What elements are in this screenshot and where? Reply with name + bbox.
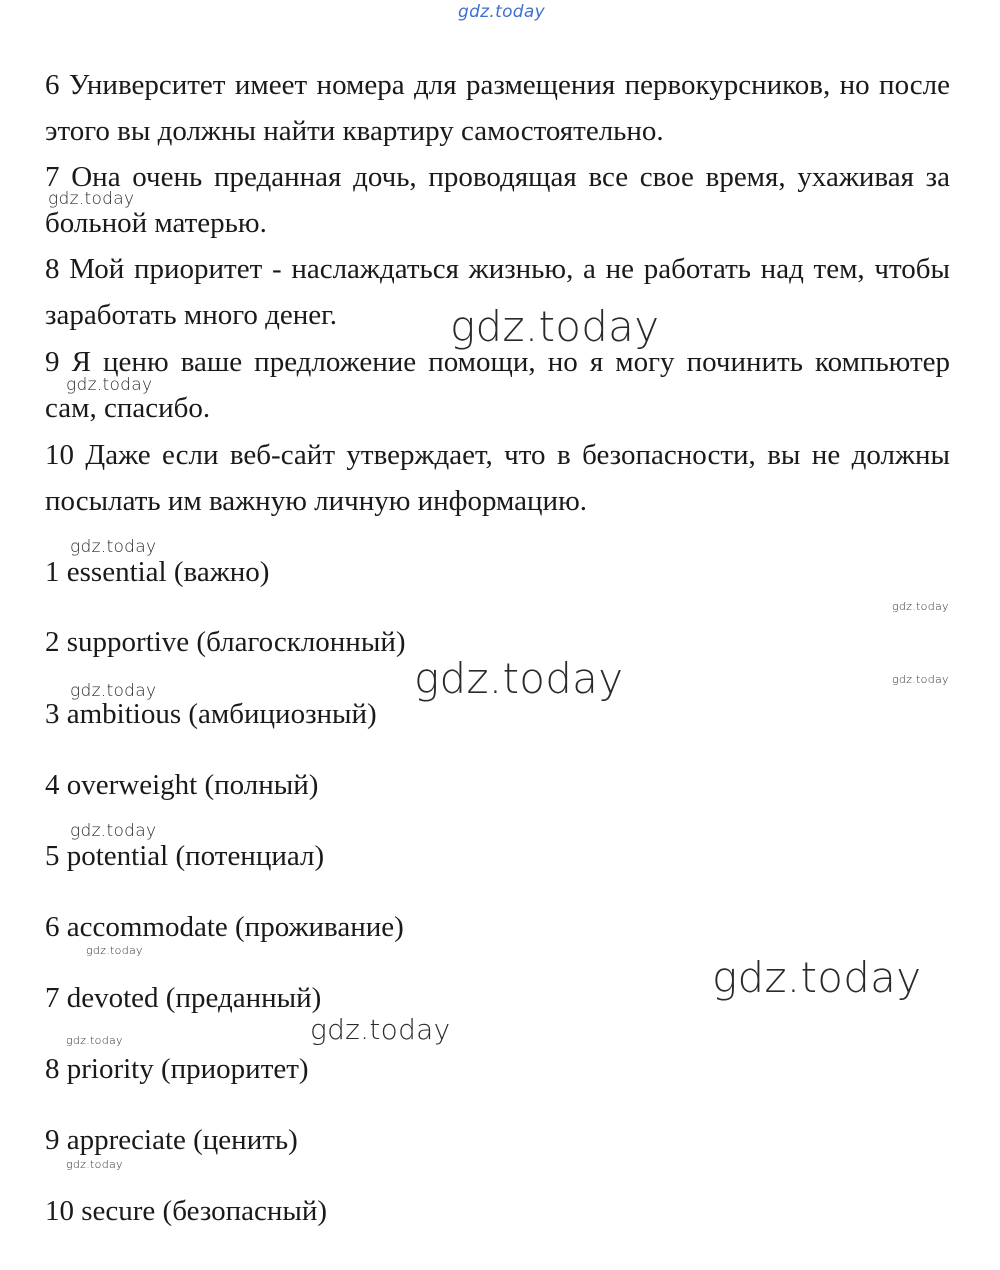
watermark: gdz.today [70, 537, 157, 557]
watermark: gdz.today [66, 375, 153, 395]
watermark: gdz.today [450, 302, 660, 351]
translation-sentence-8: 8 Мой приоритет - наслаждаться жизнью, а не работать над тем, чтобы заработать много денег. [45, 253, 950, 331]
watermark: gdz.today [66, 1158, 123, 1171]
watermark: gdz.today [70, 821, 157, 841]
watermark: gdz.today [86, 944, 143, 957]
vocab-item-1: 1 essential (важно) [45, 556, 270, 588]
vocab-item-8: 8 priority (приоритет) [45, 1053, 309, 1085]
vocab-item-7: 7 devoted (преданный) [45, 982, 322, 1014]
vocab-item-2: 2 supportive (благосклонный) [45, 626, 406, 658]
watermark: gdz.today [66, 1034, 123, 1047]
vocab-item-6: 6 accommodate (проживание) [45, 911, 404, 943]
vocab-item-3: 3 ambitious (амбициозный) [45, 698, 377, 730]
translation-sentence-10: 10 Даже если веб-сайт утверждает, что в безопасности, вы не должны посылать им важную личную информацию. [45, 439, 950, 517]
watermark: gdz.today [48, 189, 135, 209]
translation-sentence-7: 7 Она очень преданная дочь, проводящая все свое время, ухаживая за больной матерью. [45, 161, 950, 239]
watermark: gdz.today [414, 654, 624, 703]
vocab-item-9: 9 appreciate (ценить) [45, 1124, 298, 1156]
watermark: gdz.today [70, 681, 157, 701]
vocab-item-10: 10 secure (безопасный) [45, 1195, 328, 1227]
translation-sentence-6: 6 Университет имеет номера для размещения первокурсников, но после этого вы должны найти квартиру самостоятельно. [45, 69, 950, 147]
translation-sentence-9: 9 Я ценю ваше предложение помощи, но я могу починить компьютер сам, спасибо. [45, 346, 950, 424]
watermark: gdz.today [310, 1013, 451, 1046]
watermark: gdz.today [892, 673, 949, 686]
vocab-item-4: 4 overweight (полный) [45, 769, 319, 801]
vocab-item-5: 5 potential (потенциал) [45, 840, 325, 872]
watermark: gdz.today [712, 953, 922, 1002]
watermark: gdz.today [892, 600, 949, 613]
watermark-top: gdz.today [458, 2, 545, 22]
